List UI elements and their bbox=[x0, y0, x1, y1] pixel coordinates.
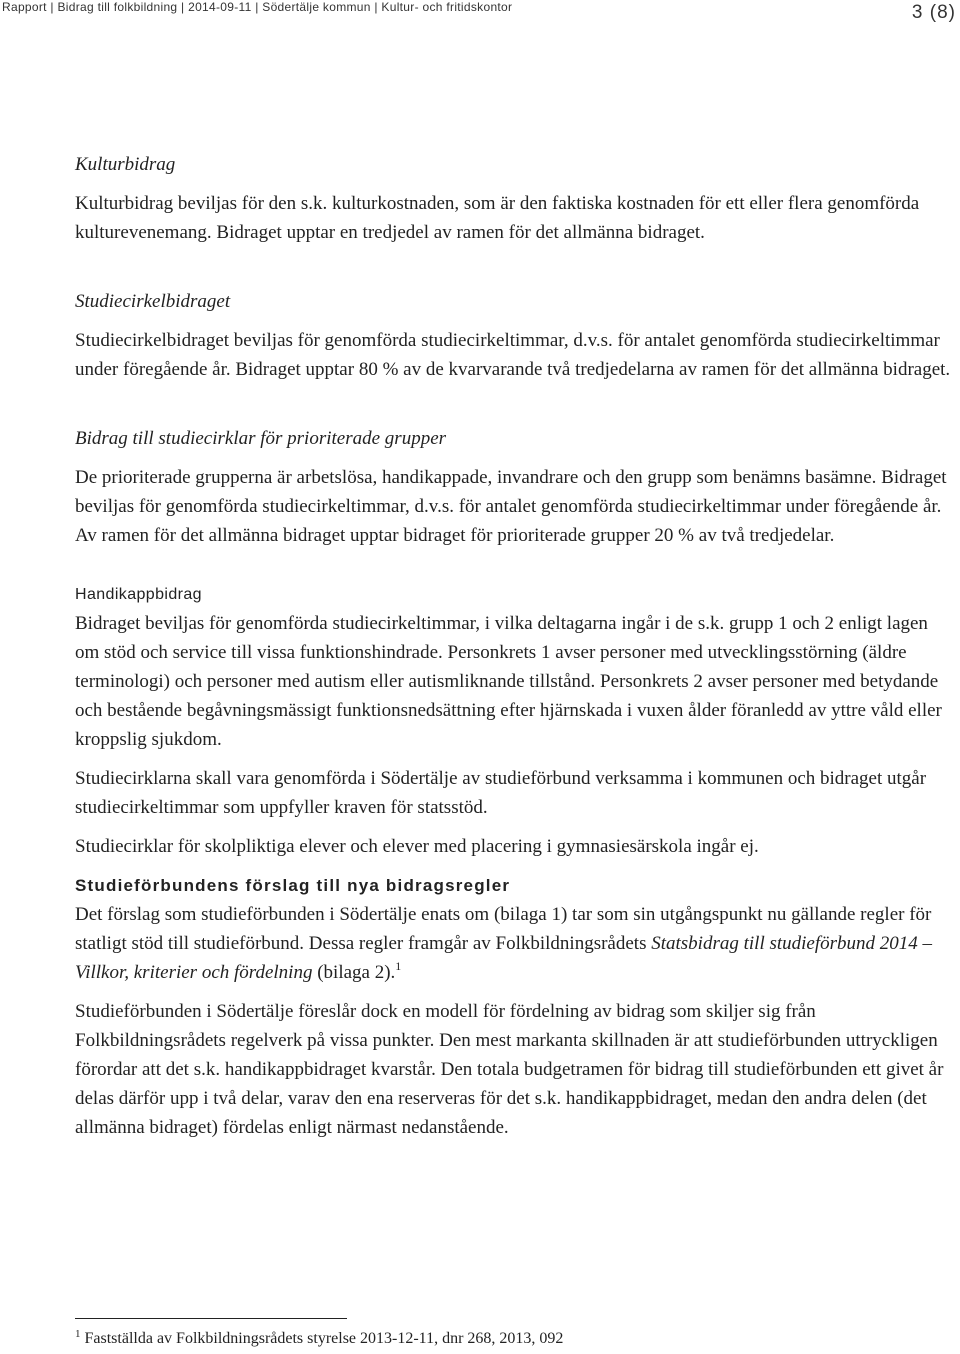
footnote bbox=[75, 1328, 563, 1350]
running-header-text: Rapport | Bidrag till folkbildning | 2014-09-11 | Södertälje kommun | Kultur- och fritidskontor bbox=[2, 0, 513, 14]
paragraph-forslag-1-start: Det förslag som studieförbunden i Södertälje enats om (bilaga 1) tar som sin utgångspunkt nu gällande regler för statligt stöd till studieförbund. Dessa regler framgår av Folkbildningsrådets bbox=[75, 904, 932, 954]
document-title-statsbidrag: Statsbidrag till studieförbund 2014 – Villkor, kriterier och fördelning bbox=[75, 933, 933, 983]
heading-studiecirkelbidraget: Studiecirkelbidraget bbox=[75, 291, 231, 312]
footnote-separator bbox=[75, 1318, 347, 1319]
paragraph-studiecirkelbidraget: Studiecirkelbidraget beviljas för genomförda studiecirkeltimmar, d.v.s. för antalet genomförda studiecirkeltimmar under föregående år. Bidraget upptar 80 % av de kvarvarande två tredjedelarna av ramen för det allmänna bidraget. bbox=[75, 330, 951, 380]
paragraph-handikappbidrag-1: Bidraget beviljas för genomförda studiecirkeltimmar, i vilka deltagarna ingår i de s.k. grupp 1 och 2 enligt lagen om stöd och service till vissa funktionshindrade. Personkrets 1 avser personer med utvecklingsstörning (äldre terminologi) och personer med autism eller autismliknande tillstånd. Personkrets 2 avser personer med betydande och bestående begåvningsmässigt funktionsnedsättning efter hjärnskada i vuxen ålder föranledd av yttre våld eller kroppslig sjukdom. bbox=[75, 613, 942, 750]
paragraph-forslag-1 bbox=[75, 900, 955, 987]
page-number: 3 (8) bbox=[911, 2, 956, 23]
footnote-mark: 1 bbox=[75, 1328, 81, 1340]
footnote-text: Fastställda av Folkbildningsrådets styrelse 2013-12-11, dnr 268, 2013, 092 bbox=[84, 1330, 564, 1347]
heading-studieforbundens-forslag: Studieförbundens förslag till nya bidragsregler bbox=[75, 876, 511, 895]
document-body bbox=[75, 150, 955, 1142]
paragraph-kulturbidrag: Kulturbidrag beviljas för den s.k. kulturkostnaden, som är den faktiska kostnaden för ett eller flera genomförda kulturevenemang. Bidraget upptar en tredjedel av ramen för det allmänna bidraget. bbox=[75, 193, 920, 243]
paragraph-prioriterade-grupper: De prioriterade grupperna är arbetslösa, handikappade, invandrare och den grupp som benämns basämne. Bidraget beviljas för genomförda studiecirkeltimmar, d.v.s. för antalet genomförda studiecirkeltimmar under föregående år. Av ramen för det allmänna bidraget upptar bidraget för prioriterade grupper 20 % av två tredjedelar. bbox=[75, 467, 947, 546]
paragraph-forslag-1-end: (bilaga 2). bbox=[317, 962, 396, 983]
running-header bbox=[0, 0, 960, 23]
heading-prioriterade-grupper: Bidrag till studiecirklar för prioriterade grupper bbox=[75, 428, 447, 449]
footnote-reference[interactable]: 1 bbox=[395, 959, 402, 973]
paragraph-handikappbidrag-3: Studiecirklar för skolpliktiga elever och elever med placering i gymnasiesärskola ingår ej. bbox=[75, 836, 759, 857]
paragraph-handikappbidrag-2: Studiecirklarna skall vara genomförda i Södertälje av studieförbund verksamma i kommunen och bidraget utgår studiecirkeltimmar som uppfyller kraven för statsstöd. bbox=[75, 768, 927, 818]
paragraph-forslag-2: Studieförbunden i Södertälje föreslår dock en modell för fördelning av bidrag som skiljer sig från Folkbildningsrådets regelverk på vissa punkter. Den mest markanta skillnaden är att studieförbunden uttryckligen förordar att det s.k. handikappbidraget kvarstår. Den totala budgetramen för bidrag till studieförbunden ett givet år delas därför upp i två delar, varav den ena reserveras för det s.k. handikappbidraget, medan den andra delen (det allmänna bidraget) fördelas enligt närmast nedanstående. bbox=[75, 1001, 944, 1138]
heading-kulturbidrag: Kulturbidrag bbox=[75, 154, 176, 175]
heading-handikappbidrag: Handikappbidrag bbox=[75, 586, 202, 603]
